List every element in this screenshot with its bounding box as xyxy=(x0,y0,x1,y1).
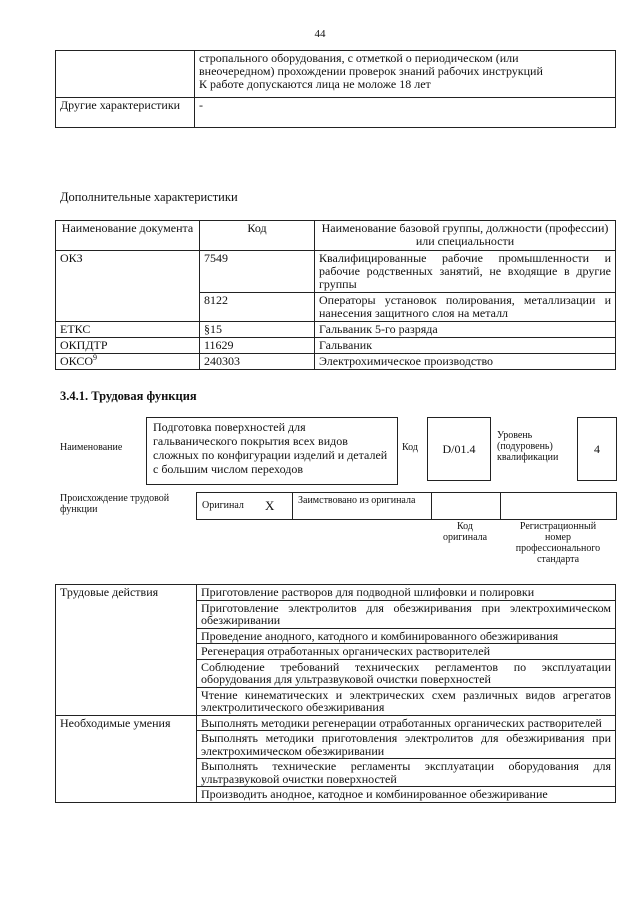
other-characteristics-label: Другие характеристики xyxy=(56,98,195,128)
name-cell: Электрохимическое производство xyxy=(315,354,616,370)
origin-label: Происхождение трудовой функции xyxy=(60,493,170,515)
requirements-line-3: К работе допускаются лица не моложе 18 лет xyxy=(199,77,431,91)
skill-item: Выполнять методики регенерации отработанных органических растворителей xyxy=(197,715,616,731)
header-code: Код xyxy=(200,221,315,251)
origin-divider xyxy=(196,492,197,520)
name-cell: Гальваник xyxy=(315,338,616,354)
origin-divider xyxy=(292,492,293,520)
additional-characteristics-table xyxy=(55,220,616,370)
action-item: Проведение анодного, катодного и комбинированного обезжиривания xyxy=(197,628,616,644)
name-label: Наименование xyxy=(60,442,123,453)
code-original-label: Код оригинала xyxy=(442,521,488,543)
code-label: Код xyxy=(402,442,418,453)
doc-cell: ОКЗ xyxy=(56,251,200,322)
requirements-cell xyxy=(195,51,616,98)
name-cell: Гальваник 5-го разряда xyxy=(315,322,616,338)
page-number: 44 xyxy=(314,28,326,40)
action-item: Регенерация отработанных органических растворителей xyxy=(197,644,616,660)
code-cell: 240303 xyxy=(200,354,315,370)
empty-label-cell xyxy=(56,51,195,98)
function-name-box: Подготовка поверхностей для гальванического покрытия всех видов сложных по конфигурации изделий и деталей с большим числом переходов xyxy=(146,417,398,485)
other-characteristics-value: - xyxy=(195,98,616,128)
code-cell: 8122 xyxy=(200,293,315,322)
action-item: Соблюдение требований технических регламентов по эксплуатации оборудования для ультразвуковой очистки поверхностей xyxy=(197,659,616,687)
actions-label: Трудовые действия xyxy=(56,585,197,716)
reg-number-label: Регистрационный номер профессионального стандарта xyxy=(515,521,601,565)
action-item: Приготовление электролитов для обезжиривания при электрохимическом обезжиривании xyxy=(197,600,616,628)
name-cell: Операторы установок полирования, металлизации и нанесения защитного слоя на металл xyxy=(315,293,616,322)
level-box: 4 xyxy=(577,417,617,481)
requirements-line-1: стропального оборудования, с отметкой о периодическом (или xyxy=(199,51,519,65)
additional-heading: Дополнительные характеристики xyxy=(60,190,238,204)
continuation-table xyxy=(55,50,616,128)
skill-item: Производить анодное, катодное и комбинированное обезжиривание xyxy=(197,787,616,803)
footnote-mark: 9 xyxy=(93,353,98,362)
header-document: Наименование документа xyxy=(56,221,200,251)
level-label: Уровень (подуровень) квалификации xyxy=(497,430,559,463)
original-mark: X xyxy=(265,498,275,513)
doc-cell: ЕТКС xyxy=(56,322,200,338)
doc-text: ОКСО xyxy=(60,354,94,368)
code-cell: §15 xyxy=(200,322,315,338)
code-cell: 11629 xyxy=(200,338,315,354)
doc-cell xyxy=(56,354,200,370)
function-code-box: D/01.4 xyxy=(427,417,491,481)
code-cell: 7549 xyxy=(200,251,315,293)
header-name: Наименование базовой группы, должности (профессии) или специальности xyxy=(315,221,616,251)
function-heading: 3.4.1. Трудовая функция xyxy=(60,389,197,403)
action-item: Чтение кинематических и электрических схем различных видов агрегатов электролитического обезжиривания xyxy=(197,687,616,715)
name-cell: Квалифицированные рабочие промышленности и рабочие родственных занятий, не входящие в другие группы xyxy=(315,251,616,293)
action-item: Приготовление растворов для подводной шлифовки и полировки xyxy=(197,585,616,601)
doc-cell: ОКПДТР xyxy=(56,338,200,354)
borrowed-label: Заимствовано из оригинала xyxy=(298,495,416,506)
skill-item: Выполнять методики приготовления электролитов для обезжиривания при электрохимическом обезжиривании xyxy=(197,731,616,759)
origin-divider xyxy=(500,492,501,520)
requirements-line-2: внеочередном) прохождении проверок знаний рабочих инструкций xyxy=(199,64,543,78)
actions-skills-table xyxy=(55,584,616,803)
origin-divider xyxy=(431,492,432,520)
skills-label: Необходимые умения xyxy=(56,715,197,802)
skill-item: Выполнять технические регламенты эксплуатации оборудования для ультразвуковой очистки поверхностей xyxy=(197,759,616,787)
original-label: Оригинал xyxy=(202,500,244,511)
